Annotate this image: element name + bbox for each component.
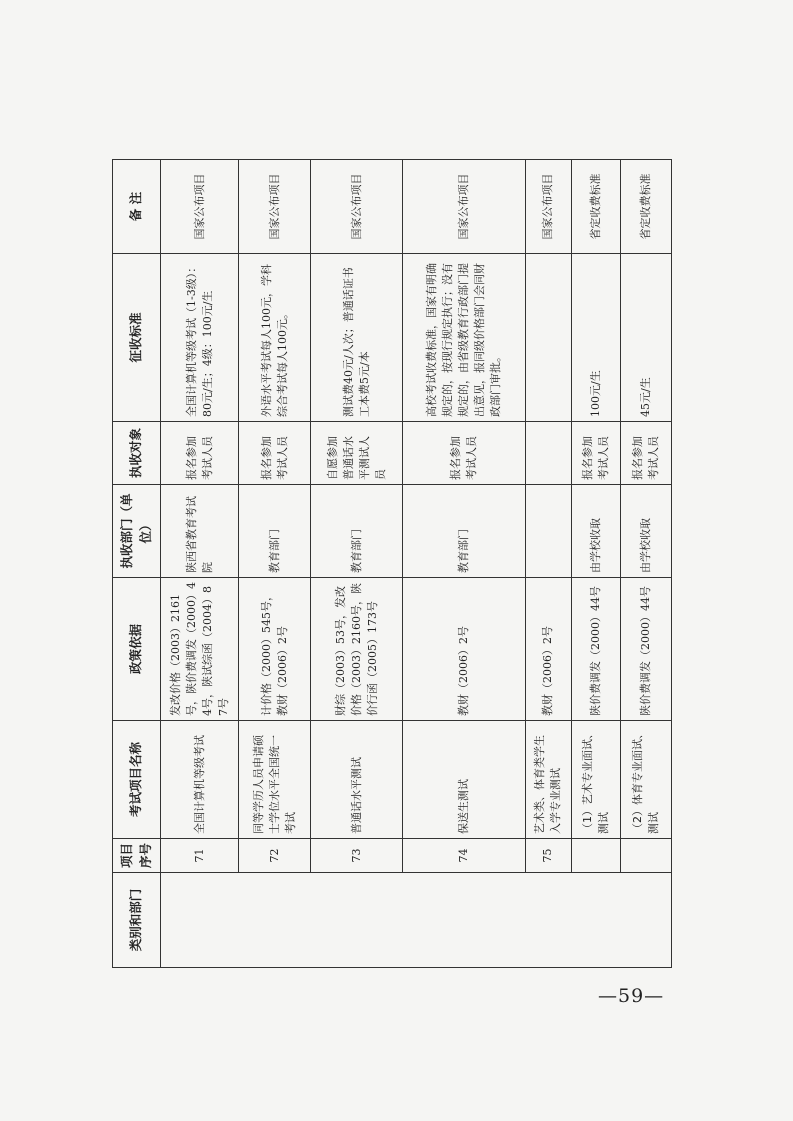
row-target: 报名参加考试人员	[620, 422, 671, 485]
row-remark: 国家公布项目	[525, 160, 571, 254]
row-standard: 45元/生	[620, 254, 671, 422]
table-row	[311, 160, 403, 968]
row-seq: 74	[403, 839, 525, 873]
table-header-row	[113, 160, 161, 968]
row-target	[525, 422, 571, 485]
row-seq: 75	[525, 839, 571, 873]
table-row	[161, 160, 239, 968]
header-standard: 征收标准	[113, 254, 161, 422]
row-standard: 高校考试收费标准，国家有明确规定的，按现行规定执行；没有规定的，由省级教育行政部门提出意见，报同级价格部门会同财政部门审批。	[403, 254, 525, 422]
row-target: 自愿参加普通话水平测试人员	[311, 422, 403, 485]
header-remark: 备 注	[113, 160, 161, 254]
row-standard: 外语水平考试每人100元，学科综合考试每人100元。	[239, 254, 311, 422]
row-dept: 由学校收取	[620, 485, 671, 578]
row-dept: 由学校收取	[571, 485, 620, 578]
row-seq: 73	[311, 839, 403, 873]
table-row	[571, 160, 620, 968]
row-seq: 72	[239, 839, 311, 873]
row-dept: 教育部门	[311, 485, 403, 578]
header-name: 考试项目名称	[113, 721, 161, 839]
table-row	[239, 160, 311, 968]
row-seq: 71	[161, 839, 239, 873]
page-number: —59—	[598, 985, 665, 1007]
row-policy: 财综（2003）53号，发改价格（2003）2160号，陕价行函（2005）173号	[311, 578, 403, 721]
row-name: （2）体育专业面试、测试	[620, 721, 671, 839]
fee-table	[112, 159, 672, 968]
row-dept: 陕西省教育考试院	[161, 485, 239, 578]
rotated-table-container	[112, 160, 672, 968]
row-remark: 国家公布项目	[239, 160, 311, 254]
row-name: 全国计算机等级考试	[161, 721, 239, 839]
row-remark: 国家公布项目	[403, 160, 525, 254]
header-seq: 项目序号	[113, 839, 161, 873]
row-policy: 发改价格（2003）2161号，陕价费调发（2000）44号，陕试综函（2004）87号	[161, 578, 239, 721]
row-standard: 全国计算机等级考试（1-3级）：80元/生；4级：100元/生	[161, 254, 239, 422]
row-policy: 陕价费调发（2000）44号	[571, 578, 620, 721]
row-seq	[620, 839, 671, 873]
row-policy: 教财（2006）2号	[525, 578, 571, 721]
row-remark: 省定收费标准	[571, 160, 620, 254]
row-standard: 100元/生	[571, 254, 620, 422]
row-name: （1）艺术专业面试、测试	[571, 721, 620, 839]
row-target: 报名参加考试人员	[239, 422, 311, 485]
row-policy: 陕价费调发（2000）44号	[620, 578, 671, 721]
row-policy: 教财（2006）2号	[403, 578, 525, 721]
row-dept: 教育部门	[403, 485, 525, 578]
category-cell	[161, 873, 672, 968]
row-target: 报名参加考试人员	[571, 422, 620, 485]
header-dept: 执收部门（单位）	[113, 485, 161, 578]
header-category: 类别和部门	[113, 873, 161, 968]
row-standard: 测试费40元/人次；普通话证书工本费5元/本	[311, 254, 403, 422]
row-name: 同等学历人员申请硕士学位水平全国统一考试	[239, 721, 311, 839]
row-remark: 省定收费标准	[620, 160, 671, 254]
row-name: 保送生测试	[403, 721, 525, 839]
table-row	[620, 160, 671, 968]
table-row	[525, 160, 571, 968]
row-name: 普通话水平测试	[311, 721, 403, 839]
row-name: 艺术类、体育类学生入学专业测试	[525, 721, 571, 839]
row-standard	[525, 254, 571, 422]
header-policy: 政策依据	[113, 578, 161, 721]
row-policy: 计价格（2000）545号，教财（2006）2号	[239, 578, 311, 721]
row-remark: 国家公布项目	[161, 160, 239, 254]
table-row	[403, 160, 525, 968]
row-target: 报名参加考试人员	[161, 422, 239, 485]
row-dept: 教育部门	[239, 485, 311, 578]
header-target: 执收对象	[113, 422, 161, 485]
row-seq	[571, 839, 620, 873]
row-dept	[525, 485, 571, 578]
row-remark: 国家公布项目	[311, 160, 403, 254]
row-target: 报名参加考试人员	[403, 422, 525, 485]
